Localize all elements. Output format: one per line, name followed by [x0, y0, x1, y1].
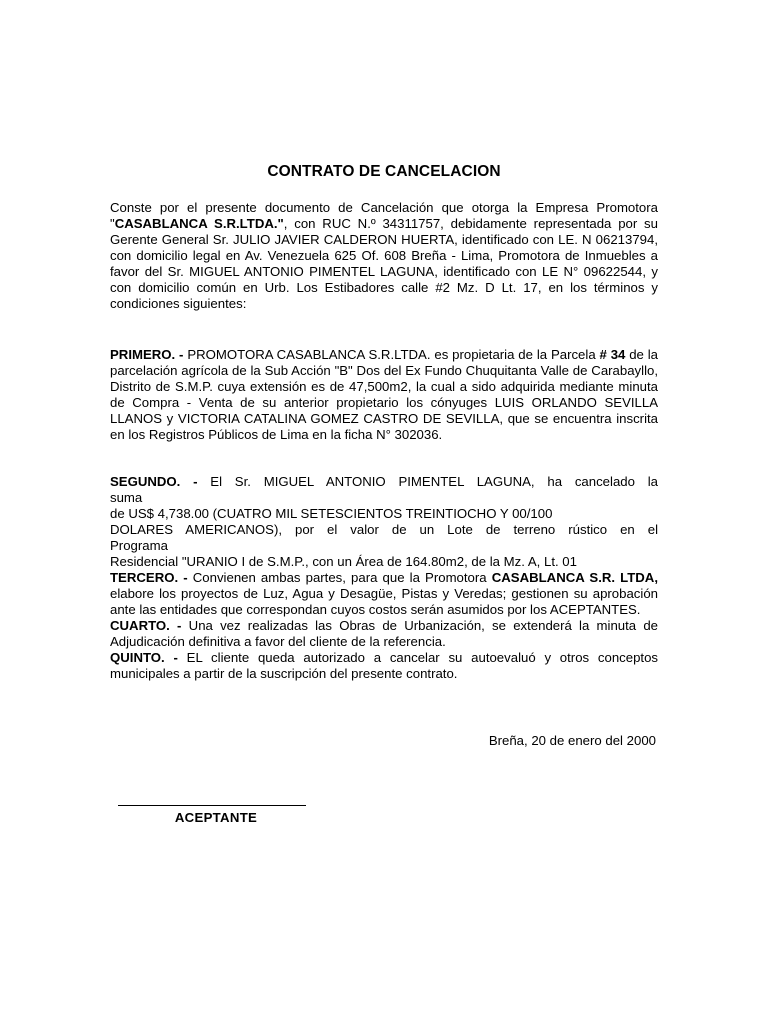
clause-segundo-line-5: Programa — [110, 538, 168, 553]
clause-primero-text-1: PROMOTORA CASABLANCA S.R.LTDA. es propietaria de la Parcela — [183, 347, 600, 362]
company-name: CASABLANCA S.R.LTDA." — [114, 216, 284, 231]
clause-tercero — [110, 570, 658, 618]
clause-segundo-line-1 — [110, 474, 658, 490]
document-date: Breña, 20 de enero del 2000 — [488, 733, 656, 748]
document-title: CONTRATO DE CANCELACION — [267, 163, 501, 180]
clause-cuarto-text: Una vez realizadas las Obras de Urbanización, se extenderá la minuta de Adjudicación definitiva a favor del cliente de la referencia. — [110, 618, 659, 649]
clause-segundo-line-4: DOLARES AMERICANOS), por el valor de un Lote de terreno rústico en el — [110, 522, 658, 537]
clause-quinto — [110, 650, 658, 682]
clause-tercero-text-2: elabore los proyectos de Luz, Agua y Desagüe, Pistas y Veredas; gestionen su aprobación ante las entidades que correspondan cuyos costos serán asumidos por los ACEPTANTES. — [110, 586, 658, 617]
clause-cuarto — [110, 618, 658, 650]
clause-cuarto-label: CUARTO. - — [110, 618, 182, 633]
clause-segundo-label: SEGUNDO. - — [110, 474, 198, 489]
intro-text-1: Conste por el presente documento de Cancelación que otorga la Empresa Promotora " — [110, 200, 658, 231]
clause-tercero-label: TERCERO. - — [110, 570, 188, 585]
clause-primero-label: PRIMERO. - — [110, 347, 184, 362]
clauses-block — [110, 474, 658, 682]
clause-segundo-line-2: suma — [110, 490, 143, 505]
signature-line — [118, 805, 306, 806]
clause-tercero-text-1: Convienen ambas partes, para que la Promotora — [187, 570, 492, 585]
clause-primero-text-2: de la parcelación agrícola de la Sub Acción "B" Dos del Ex Fundo Chuquitanta Valle de Carabayllo, Distrito de S.M.P. cuya extensión es de 47,500m2, la cual a sido adquirida mediante minuta de Compra - Venta de su anterior propietario los cónyuges LUIS ORLANDO SEVILLA LLANOS y VICTORIA CATALINA GOMEZ CASTRO DE SEVILLA, que se encuentra inscrita en los Registros Públicos de Lima en la ficha N° 302036. — [110, 347, 659, 442]
clause-segundo-line-3: de US$ 4,738.00 (CUATRO MIL SETESCIENTOS TREINTIOCHO Y 00/100 — [110, 506, 553, 521]
clause-quinto-label: QUINTO. - — [110, 650, 178, 665]
signature-label: ACEPTANTE — [174, 810, 258, 825]
intro-paragraph — [110, 200, 658, 312]
intro-text-2: , con RUC N.º 34311757, debidamente representada por su Gerente General Sr. JULIO JAVIER CALDERON HUERTA, identificado con LE. N 06213794, con domicilio legal en Av. Venezuela 625 Of. 608 Breña - Lima, Promotora de Inmuebles a favor del Sr. MIGUEL ANTONIO PIMENTEL LAGUNA, identificado con LE N° 09622544, y con domicilio común en Urb. Los Estibadores calle #2 Mz. D Lt. 17, en los términos y condiciones siguientes: — [110, 216, 658, 311]
clause-tercero-company: CASABLANCA S.R. LTDA, — [491, 570, 658, 585]
clause-segundo-line-6: Residencial "URANIO I de S.M.P., con un Área de 164.80m2, de la Mz. A, Lt. 01 — [110, 554, 577, 569]
clause-segundo-text-1: El Sr. MIGUEL ANTONIO PIMENTEL LAGUNA, ha cancelado la — [197, 474, 658, 489]
clause-quinto-text: EL cliente queda autorizado a cancelar su autoevaluó y otros conceptos municipales a partir de la suscripción del presente contrato. — [110, 650, 659, 681]
clause-primero — [110, 347, 658, 443]
parcel-number: # 34 — [599, 347, 626, 362]
